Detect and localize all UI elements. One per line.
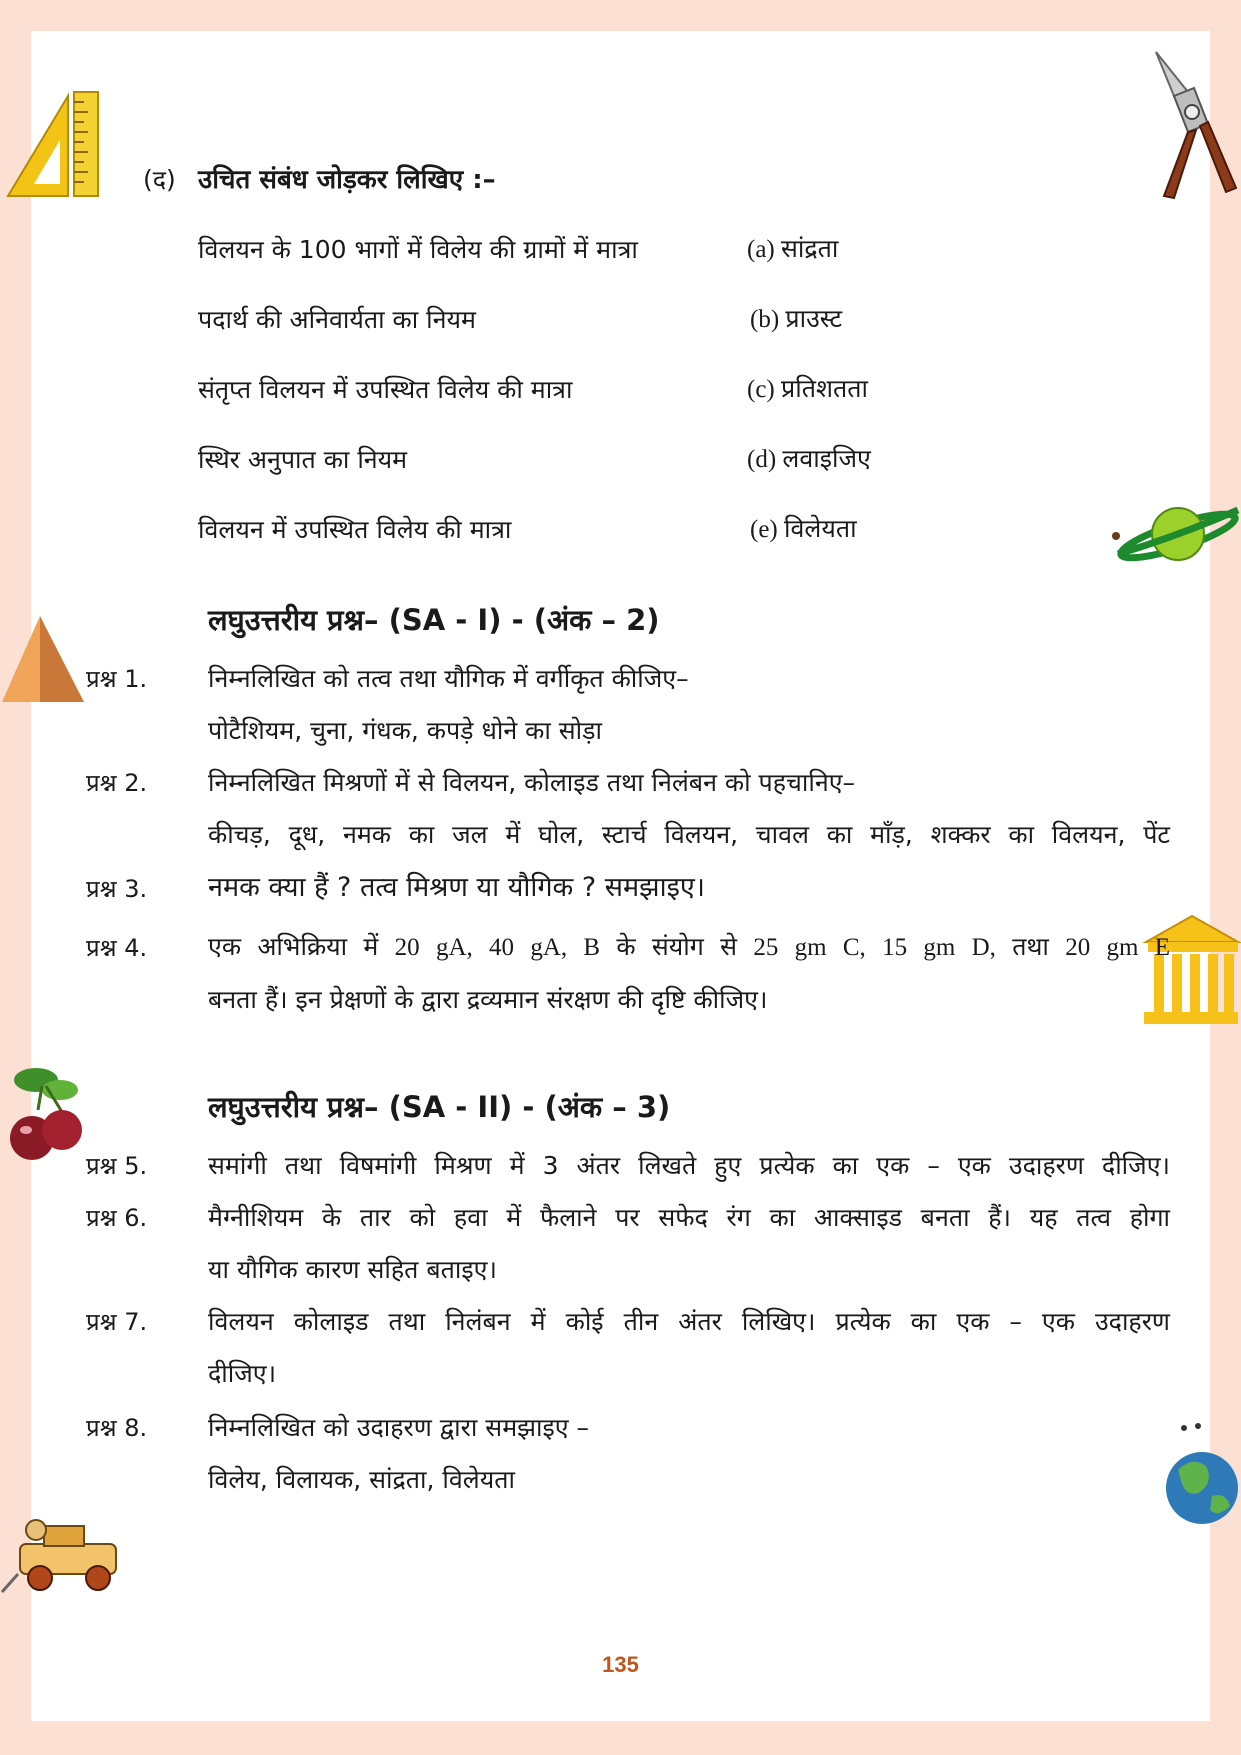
cherry-icon — [2, 1060, 88, 1170]
question-label-7: प्रश्न 7. — [86, 1308, 148, 1336]
question-6-line-1: मैग्नीशियम के तार को हवा में फैलाने पर सफेद रंग का आक्साइड बनता हैं। यह तत्व होगा — [208, 1203, 1170, 1232]
match-left-1: विलयन के 100 भागों में विलेय की ग्रामों में मात्रा — [198, 235, 638, 264]
question-label-4: प्रश्न 4. — [86, 934, 148, 962]
question-label-8: प्रश्न 8. — [86, 1414, 148, 1442]
match-left-4: स्थिर अनुपात का नियम — [198, 445, 408, 474]
question-3-line-1: नमक क्या हैं ? तत्व मिश्रण या यौगिक ? समझाइए। — [208, 872, 705, 903]
set-square-ruler-icon — [4, 88, 104, 200]
question-4-line-2: बनता हैं। इन प्रेक्षणों के द्वारा द्रव्यमान संरक्षण की दृष्टि कीजिए। — [208, 985, 768, 1014]
question-2-line-2: कीचड़, दूध, नमक का जल में घोल, स्टार्च विलयन, चावल का माँड़, शक्कर का विलयन, पेंट — [208, 820, 1170, 849]
match-left-2: पदार्थ की अनिवार्यता का नियम — [198, 305, 476, 334]
pyramid-icon — [0, 612, 86, 706]
question-1-line-1: निम्नलिखित को तत्व तथा यौगिक में वर्गीकृत कीजिए– — [208, 664, 689, 693]
match-label: (द) — [143, 165, 176, 194]
question-1-line-2: पोटैशियम, चुना, गंधक, कपड़े धोने का सोड़ा — [208, 716, 602, 745]
match-right-1: (a) सांद्रता — [747, 236, 839, 263]
match-title: उचित संबंध जोड़कर लिखिए :– — [198, 165, 496, 195]
question-6-line-2: या यौगिक कारण सहित बताइए। — [208, 1255, 497, 1284]
greek-temple-icon — [1140, 912, 1241, 1028]
question-7-line-1: विलयन कोलाइड तथा निलंबन में कोई तीन अंतर लिखिए। प्रत्येक का एक – एक उदाहरण — [208, 1307, 1170, 1336]
question-8-line-2: विलेय, विलायक, सांद्रता, विलेयता — [208, 1465, 515, 1494]
question-label-5: प्रश्न 5. — [86, 1152, 148, 1180]
question-7-line-2: दीजिए। — [208, 1359, 277, 1388]
section-heading-sa1: लघुउत्तरीय प्रश्न– (SA - I) - (अंक – 2) — [208, 603, 660, 637]
question-4-line-1: एक अभिक्रिया में 20 gA, 40 gA, B के संयोग से 25 gm C, 15 gm D, तथा 20 gm E — [208, 934, 1170, 961]
question-label-6: प्रश्न 6. — [86, 1204, 148, 1232]
match-right-2: (b) प्राउस्ट — [750, 306, 843, 333]
question-5-line-1: समांगी तथा विषमांगी मिश्रण में 3 अंतर लिखते हुए प्रत्येक का एक – एक उदाहरण दीजिए। — [208, 1151, 1170, 1180]
planet-icon — [1110, 498, 1241, 570]
page-number: 135 — [602, 1652, 639, 1677]
match-right-5: (e) विलेयता — [750, 516, 857, 543]
question-label-2: प्रश्न 2. — [86, 769, 148, 797]
globe-icon — [1164, 1422, 1241, 1530]
match-left-5: विलयन में उपस्थित विलेय की मात्रा — [198, 515, 512, 544]
section-heading-sa2: लघुउत्तरीय प्रश्न– (SA - II) - (अंक – 3) — [208, 1090, 671, 1124]
match-right-4: (d) लवाइजिए — [747, 446, 871, 473]
match-left-3: संतृप्त विलयन में उपस्थित विलेय की मात्रा — [198, 375, 573, 404]
match-right-3: (c) प्रतिशतता — [747, 376, 868, 403]
question-2-line-1: निम्नलिखित मिश्रणों में से विलयन, कोलाइड तथा निलंबन को पहचानिए– — [208, 768, 856, 797]
question-label-1: प्रश्न 1. — [86, 665, 148, 693]
toy-car-icon — [0, 1500, 126, 1596]
question-8-line-1: निम्नलिखित को उदाहरण द्वारा समझाइए – — [208, 1413, 590, 1442]
question-label-3: प्रश्न 3. — [86, 875, 148, 903]
pliers-icon — [1148, 48, 1238, 200]
